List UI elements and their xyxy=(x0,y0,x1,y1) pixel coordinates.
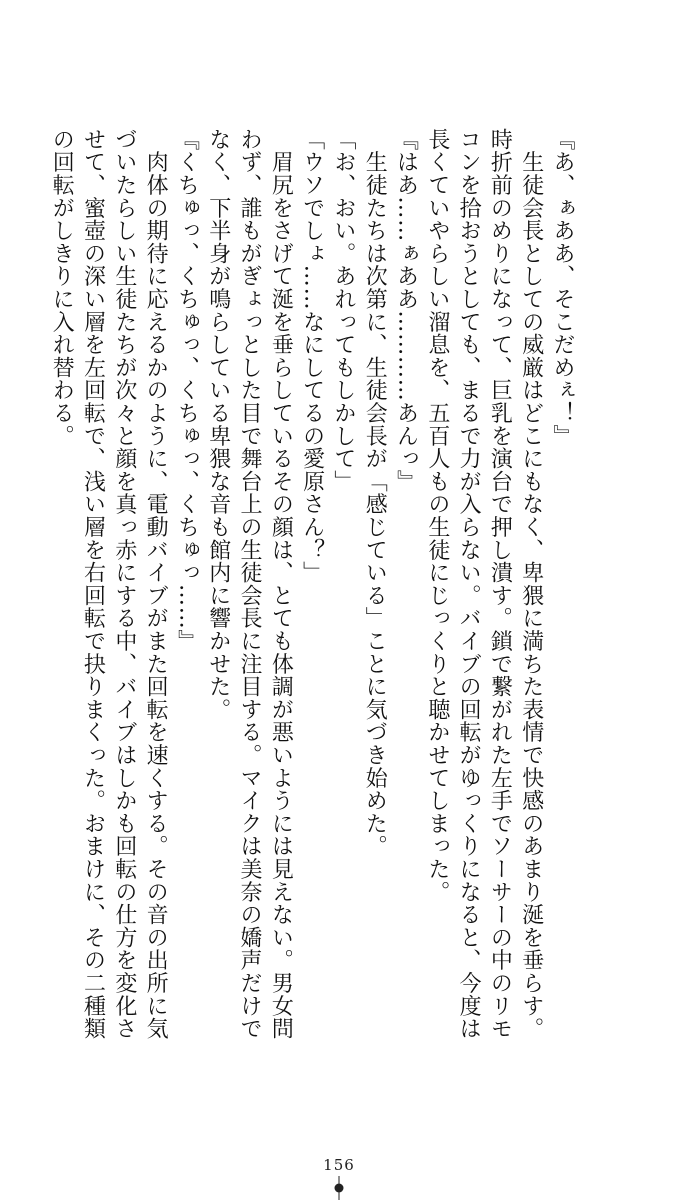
text-line: 生徒たちは次第に、生徒会長が「感じている」ことに気づき始めた。 xyxy=(362,128,388,858)
text-line: わず、誰もがぎょっとした目で舞台上の生徒会長に注目する。マイクは美奈の嬌声だけで xyxy=(237,128,263,1040)
text-line: 眉尻をさげて涎を垂らしているその顔は、とても体調が悪いようには見えない。男女問 xyxy=(268,128,294,1040)
text-line: せて、蜜壺の深い層を左回転で、浅い層を右回転で抉りまくった。おまけに、その二種類 xyxy=(80,128,106,1040)
page-ornament-icon xyxy=(331,1176,347,1200)
text-line: 生徒会長としての威厳はどこにもなく、卑猥に満ちた表情で快感のあまり涎を垂らす。 xyxy=(518,128,544,1040)
text-line: 『くちゅっ、くちゅっ、くちゅっ、くちゅっ……』 xyxy=(174,128,200,653)
text-line: 「ウソでしょ……なにしてるの愛原さん？」 xyxy=(299,128,325,584)
text-line: 長くていやらしい溜息を、五百人もの生徒にじっくりと聴かせてしまった。 xyxy=(424,128,450,904)
text-line: 肉体の期待に応えるかのように、電動バイブがまた回転を速くする。その音の出所に気 xyxy=(143,128,169,1040)
text-line: づいたらしい生徒たちが次々と顔を真っ赤にする中、バイブはしかも回転の仕方を変化さ xyxy=(111,128,137,1040)
text-line: コンを拾おうとしても、まるで力が入らない。バイブの回転がゆっくりになると、今度は xyxy=(456,128,482,1040)
text-line: 時折前のめりになって、巨乳を演台で押し潰す。鎖で繋がれた左手でソーサーの中のリモ xyxy=(487,128,513,1040)
text-line: の回転がしきりに入れ替わる。 xyxy=(49,128,75,448)
text-line: なく、下半身が鳴らしている卑猥な音も館内に響かせた。 xyxy=(205,128,231,721)
text-line: 『あ、ぁああ、そこだめぇ！』 xyxy=(550,128,575,448)
vertical-text-block xyxy=(46,128,578,1040)
page-number: 156 xyxy=(323,1156,355,1174)
text-line: 「お、おい。あれってもしかして」 xyxy=(330,128,356,493)
text-line: 『はあ……ぁああ…………あんっ』 xyxy=(393,128,419,493)
